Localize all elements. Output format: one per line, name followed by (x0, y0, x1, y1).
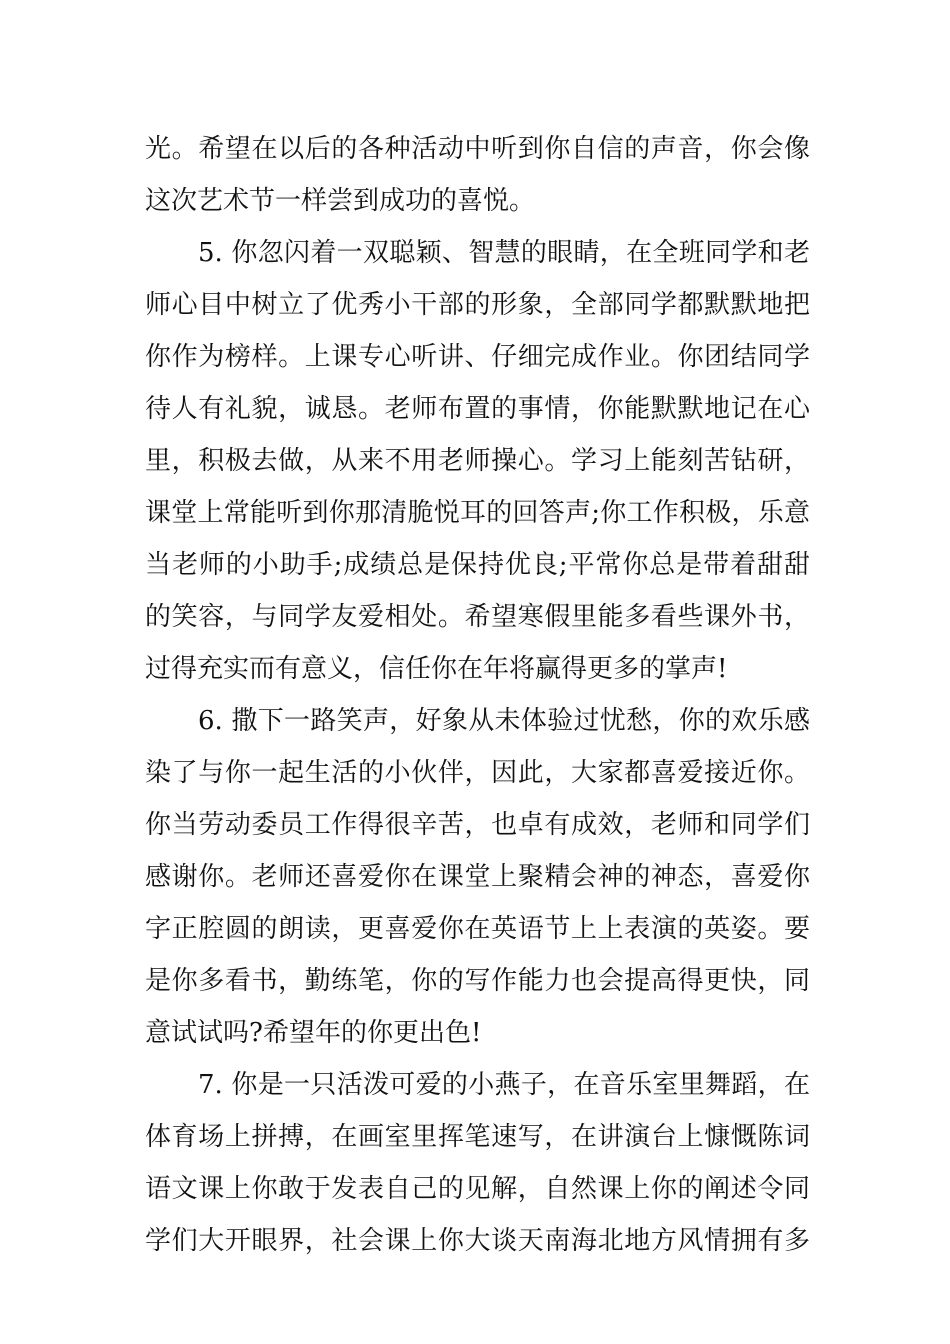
text-line: 字正腔圆的朗读，更喜爱你在英语节上上表演的英姿。要 (145, 914, 810, 944)
text-line: 是你多看书，勤练笔，你的写作能力也会提高得更快，同 (145, 966, 810, 996)
text-line: 光。希望在以后的各种活动中听到你自信的声音，你会像 (145, 134, 810, 164)
text-line: 语文课上你敢于发表自己的见解，自然课上你的阐述令同 (145, 1174, 810, 1204)
text-line: 你作为榜样。上课专心听讲、仔细完成作业。你团结同学 (145, 342, 810, 372)
text-line: 体育场上拼搏，在画室里挥笔速写，在讲演台上慷慨陈词 (145, 1122, 810, 1152)
text-line: 过得充实而有意义，信任你在年将赢得更多的掌声! (145, 654, 728, 684)
text-line: 学们大开眼界，社会课上你大谈天南海北地方风情拥有多 (145, 1226, 810, 1256)
text-line: 课堂上常能听到你那清脆悦耳的回答声;你工作积极，乐意 (145, 498, 810, 528)
text-line: 感谢你。老师还喜爱你在课堂上聚精会神的神态，喜爱你 (145, 862, 810, 892)
text-line: 意试试吗?希望年的你更出色! (145, 1018, 482, 1048)
text-line: 的笑容，与同学友爱相处。希望寒假里能多看些课外书， (145, 602, 810, 632)
paragraph-7-first-line: 7. 你是一只活泼可爱的小燕子，在音乐室里舞蹈，在 (198, 1070, 810, 1100)
text-line: 待人有礼貌，诚恳。老师布置的事情，你能默默地记在心 (145, 394, 810, 424)
paragraph-5-first-line: 5. 你忽闪着一双聪颖、智慧的眼睛，在全班同学和老 (198, 238, 810, 268)
text-line: 里，积极去做，从来不用老师操心。学习上能刻苦钻研， (145, 446, 810, 476)
text-line: 当老师的小助手;成绩总是保持优良;平常你总是带着甜甜 (145, 550, 810, 580)
text-line: 这次艺术节一样尝到成功的喜悦。 (145, 186, 536, 216)
text-line: 染了与你一起生活的小伙伴，因此，大家都喜爱接近你。 (145, 758, 810, 788)
text-line: 你当劳动委员工作得很辛苦，也卓有成效，老师和同学们 (145, 810, 810, 840)
paragraph-6-first-line: 6. 撒下一路笑声，好象从未体验过忧愁，你的欢乐感 (198, 706, 810, 736)
text-line: 师心目中树立了优秀小干部的形象，全部同学都默默地把 (145, 290, 810, 320)
